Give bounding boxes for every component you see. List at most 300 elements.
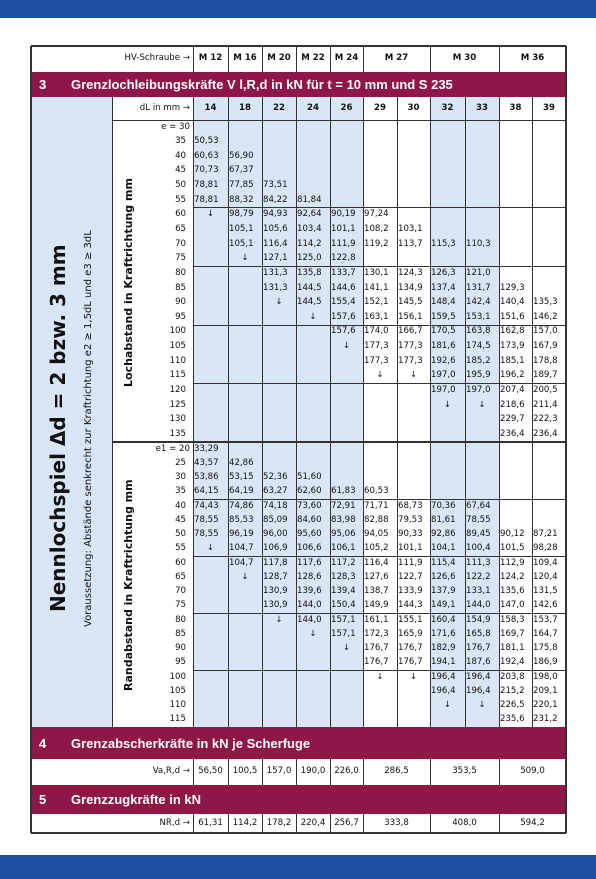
- capacity-value: 130,9: [263, 586, 288, 596]
- capacity-value: 176,7: [398, 657, 423, 668]
- capacity-value: 148,4: [431, 297, 456, 308]
- capacity-value: 64,19: [229, 486, 254, 497]
- column-line: [330, 46, 331, 72]
- capacity-value: 197,0: [431, 385, 456, 396]
- capacity-value: 90,19: [331, 209, 356, 220]
- capacity-value: 33,29: [194, 443, 219, 454]
- capacity-value: 178,8: [533, 355, 558, 366]
- capacity-value: 176,7: [364, 643, 389, 653]
- section-title: Grenzzugkräfte in kN: [71, 792, 202, 807]
- block-line: [193, 266, 566, 267]
- capacity-value: 127,6: [364, 571, 389, 582]
- capacity-value: 185,1: [500, 355, 525, 366]
- capacity-value: 155,1: [398, 614, 423, 625]
- randabstand-label: Randabstand in Kraftrichtung mm: [121, 479, 135, 691]
- capacity-value: 74,43: [194, 500, 219, 511]
- capacity-value: 149,9: [364, 600, 389, 611]
- column-line: [499, 759, 500, 785]
- capacity-value: 128,6: [297, 571, 322, 582]
- capacity-value: 165,8: [466, 628, 491, 639]
- capacity-value: 88,32: [229, 194, 254, 205]
- shear-capacity-value: 286,5: [384, 766, 409, 776]
- capacity-value: 78,55: [194, 514, 219, 525]
- distance-value: 85: [175, 628, 186, 639]
- shear-capacity-value: 157,0: [266, 766, 292, 776]
- column-line: [430, 46, 431, 72]
- capacity-value: 181,1: [500, 643, 525, 653]
- capacity-value: 130,1: [364, 267, 389, 278]
- capacity-value: ↓: [342, 341, 351, 352]
- capacity-value: 144,6: [331, 282, 356, 293]
- capacity-value: 177,3: [398, 355, 423, 366]
- capacity-value: 142,6: [533, 600, 558, 611]
- distance-value: 70: [175, 238, 186, 249]
- capacity-value: ↓: [409, 671, 418, 682]
- capacity-value: 154,9: [466, 614, 491, 625]
- capacity-value: 157,6: [331, 311, 356, 322]
- column-line: [330, 814, 331, 833]
- capacity-value: ↓: [309, 628, 317, 639]
- tension-capacity-value: 408,0: [452, 817, 477, 828]
- capacity-value: 52,36: [263, 472, 288, 482]
- capacity-value: 100,4: [466, 543, 491, 554]
- bolt-size-header: M 30: [452, 53, 477, 63]
- capacity-value: 101,5: [500, 543, 525, 554]
- distance-value: 125: [169, 399, 186, 410]
- bolt-size-header: M 22: [301, 53, 325, 63]
- capacity-value: 114,2: [297, 238, 322, 249]
- bolt-size-header: M 12: [198, 53, 223, 63]
- section-number: 5: [39, 792, 47, 807]
- capacity-value: 153,1: [466, 311, 491, 322]
- capacity-value: 198,0: [533, 671, 558, 682]
- capacity-value: 97,24: [364, 209, 389, 220]
- capacity-value: 131,3: [263, 267, 288, 278]
- capacity-value: 196,2: [500, 370, 525, 381]
- capacity-value: 83,98: [331, 514, 356, 525]
- capacity-value: 77,85: [229, 180, 254, 191]
- distance-value: 115: [169, 370, 186, 381]
- capacity-value: 125,0: [297, 253, 322, 264]
- column-line: [363, 814, 364, 833]
- distance-value: 115: [169, 714, 186, 725]
- capacity-value: ↓: [275, 614, 283, 625]
- column-line: [262, 97, 263, 727]
- capacity-value: 124,2: [500, 571, 525, 582]
- capacity-value: 122,8: [331, 253, 356, 264]
- capacity-value: 177,3: [364, 341, 389, 352]
- capacity-value: ↓: [478, 700, 486, 710]
- bolt-size-header: M 20: [267, 53, 291, 63]
- capacity-value: 187,6: [466, 657, 491, 668]
- capacity-value: 92,64: [297, 209, 322, 220]
- capacity-value: 106,9: [263, 543, 288, 554]
- capacity-value: 101,1: [398, 543, 423, 554]
- capacity-value: 92,86: [431, 529, 456, 539]
- column-line: [296, 46, 297, 72]
- distance-value: 50: [175, 529, 186, 539]
- capacity-value: 162,8: [500, 326, 525, 337]
- rule-line: [31, 832, 566, 833]
- distance-value: 80: [175, 267, 186, 278]
- distance-value: 75: [175, 600, 186, 611]
- capacity-value: 116,4: [263, 238, 288, 249]
- capacity-value: 122,7: [398, 571, 423, 582]
- capacity-value: 158,3: [500, 614, 525, 625]
- capacity-value: 109,4: [533, 557, 558, 568]
- distance-value: 80: [175, 614, 186, 625]
- capacity-value: 150,4: [331, 600, 356, 611]
- section-title: Grenzlochleibungskräfte V l,R,d in kN für t = 10 mm und S 235: [71, 77, 453, 92]
- capacity-value: 113,7: [398, 238, 423, 249]
- capacity-value: 63,27: [263, 486, 288, 497]
- capacity-value: 209,1: [533, 685, 558, 696]
- capacity-value: ↓: [443, 700, 452, 710]
- distance-value: 120: [169, 385, 186, 396]
- rule-line: [31, 45, 566, 46]
- capacity-value: 161,1: [364, 614, 389, 625]
- capacity-value: ↓: [206, 543, 215, 554]
- capacity-value: 81,84: [297, 194, 322, 205]
- capacity-value: 176,7: [398, 643, 423, 653]
- capacity-value: ↓: [241, 571, 249, 582]
- lochabstand-label: Lochabstand in Kraftrichtung mm: [121, 177, 135, 387]
- capacity-value: 101,1: [331, 223, 356, 234]
- capacity-value: 176,7: [466, 643, 491, 653]
- capacity-value: 90,12: [500, 529, 525, 539]
- shear-capacity-value: 509,0: [520, 766, 545, 776]
- capacity-value: 95,60: [297, 529, 322, 539]
- capacity-value: 196,4: [431, 685, 456, 696]
- column-line: [262, 814, 263, 833]
- capacity-value: 104,7: [229, 543, 254, 554]
- distance-value: 65: [175, 571, 186, 582]
- capacity-value: 157,1: [331, 628, 356, 639]
- capacity-value: 197,0: [466, 385, 491, 396]
- column-line: [330, 97, 331, 727]
- tension-capacity-value: 256,7: [334, 817, 359, 828]
- capacity-value: 163,8: [466, 326, 491, 337]
- capacity-value: 73,60: [297, 500, 322, 511]
- capacity-value: 139,6: [297, 586, 322, 596]
- section-number: 4: [39, 735, 47, 751]
- block-line: [193, 613, 566, 614]
- capacity-value: 104,1: [431, 543, 456, 554]
- capacity-value: ↓: [443, 399, 452, 410]
- capacity-value: 128,3: [331, 571, 356, 582]
- capacity-value: 115,3: [431, 238, 456, 249]
- capacity-value: 53,86: [194, 472, 219, 482]
- column-line: [363, 759, 364, 785]
- capacity-value: 160,4: [431, 614, 456, 625]
- column-line: [532, 97, 533, 727]
- capacity-value: 78,55: [194, 529, 219, 539]
- tension-capacity-value: 61,31: [198, 817, 223, 828]
- distance-value: 70: [175, 586, 186, 596]
- capacity-value: 203,8: [500, 671, 525, 682]
- column-line: [296, 759, 297, 785]
- column-line: [296, 97, 297, 727]
- distance-value: 40: [175, 500, 186, 511]
- capacity-value: 117,8: [263, 557, 288, 568]
- capacity-value: 67,64: [466, 500, 491, 511]
- capacity-value: 177,3: [364, 355, 389, 366]
- shear-capacity-value: 226,0: [334, 766, 359, 776]
- tension-capacity-value: 220,4: [300, 817, 326, 828]
- capacity-value: 61,83: [331, 486, 356, 497]
- column-line: [430, 759, 431, 785]
- capacity-value: 103,1: [398, 223, 423, 234]
- capacity-value: 126,3: [431, 267, 456, 278]
- capacity-value: 70,36: [431, 500, 456, 511]
- capacity-value: 192,6: [431, 355, 456, 366]
- column-line: [228, 814, 229, 833]
- capacity-value: 174,5: [466, 341, 491, 352]
- distance-value: 65: [175, 223, 186, 234]
- capacity-value: 229,7: [500, 414, 525, 425]
- capacity-value: 111,3: [466, 557, 491, 568]
- capacity-value: 163,1: [364, 311, 389, 322]
- capacity-value: 130,9: [263, 600, 288, 611]
- capacity-value: 53,15: [229, 472, 254, 482]
- capacity-value: 157,1: [331, 614, 356, 625]
- capacity-value: 144,3: [398, 600, 423, 611]
- capacity-value: 196,4: [431, 671, 456, 682]
- bolt-size-header: M 36: [520, 53, 545, 63]
- block-line: [193, 325, 566, 326]
- capacity-value: 78,81: [194, 180, 219, 191]
- capacity-value: 140,4: [500, 297, 525, 308]
- capacity-value: 117,2: [331, 557, 356, 568]
- capacity-value: 122,2: [466, 571, 491, 582]
- distance-value: 110: [169, 355, 186, 366]
- capacity-value: 105,1: [229, 223, 254, 234]
- capacity-value: 127,1: [263, 253, 288, 264]
- column-line: [363, 97, 364, 727]
- dl-label: dL in mm →: [139, 103, 190, 113]
- capacity-value: 181,6: [431, 341, 456, 352]
- capacity-value: 135,3: [533, 297, 558, 308]
- capacity-value: 200,5: [533, 385, 558, 396]
- tension-capacity-value: 114,2: [232, 817, 258, 828]
- capacity-value: 164,7: [533, 628, 558, 639]
- column-line: [499, 814, 500, 833]
- capacity-value: 85,09: [263, 514, 288, 525]
- capacity-value: 135,8: [297, 267, 322, 278]
- shear-capacity-value: 100,5: [232, 766, 258, 776]
- capacity-value: 231,2: [533, 714, 558, 725]
- capacity-value: 121,0: [466, 267, 491, 278]
- capacity-value: 152,1: [364, 297, 389, 308]
- capacity-value: 119,2: [364, 238, 389, 249]
- capacity-value: 175,8: [533, 643, 558, 653]
- column-line: [262, 759, 263, 785]
- capacity-value: 79,53: [398, 514, 423, 525]
- block-line: [193, 383, 566, 384]
- bolt-size-header: M 16: [233, 53, 257, 63]
- hole-diameter-value: 30: [407, 103, 420, 113]
- column-line: [193, 46, 194, 72]
- capacity-value: 137,9: [431, 586, 456, 596]
- capacity-value: ↓: [376, 671, 384, 682]
- hole-diameter-value: 29: [374, 103, 386, 113]
- capacity-value: 236,4: [533, 428, 558, 439]
- block-line: [193, 556, 566, 557]
- capacity-value: 172,3: [364, 628, 389, 639]
- hole-diameter-value: 39: [543, 103, 555, 113]
- capacity-value: ↓: [309, 311, 317, 322]
- capacity-value: 176,7: [364, 657, 389, 668]
- capacity-value: 167,9: [533, 341, 558, 352]
- capacity-value: 156,1: [398, 311, 423, 322]
- capacity-value: 82,88: [364, 514, 389, 525]
- section-3-header: [31, 72, 566, 97]
- capacity-value: 220,1: [533, 700, 558, 710]
- capacity-value: 192,4: [500, 657, 525, 668]
- distance-value: 130: [169, 414, 186, 425]
- capacity-value: 42,86: [229, 457, 254, 468]
- capacity-value: 96,00: [263, 529, 288, 539]
- capacity-value: 171,6: [431, 628, 456, 639]
- distance-value: 45: [175, 514, 186, 525]
- prerequisite-note: Voraussetzung: Abstände senkrecht zur Kraftrichtung e2 ≥ 1,5dL und e3 ≥ 3dL: [82, 229, 94, 627]
- column-line: [330, 759, 331, 785]
- capacity-value: 131,3: [263, 282, 288, 293]
- capacity-value: 106,6: [297, 543, 322, 554]
- capacity-value: 196,4: [466, 685, 491, 696]
- distance-value: 55: [175, 543, 186, 554]
- hole-diameter-value: 22: [273, 103, 285, 113]
- capacity-value: 60,53: [364, 486, 389, 497]
- capacity-value: 50,53: [194, 136, 219, 147]
- section-5-header: [31, 785, 566, 814]
- distance-value: 95: [175, 311, 186, 322]
- capacity-value: 111,9: [398, 557, 423, 568]
- distance-value: 85: [175, 282, 186, 293]
- capacity-value: 60,63: [194, 150, 219, 161]
- hole-diameter-value: 33: [476, 103, 488, 113]
- capacity-value: 159,5: [431, 311, 456, 322]
- rule-line: [112, 441, 566, 442]
- capacity-value: 78,81: [194, 194, 219, 205]
- capacity-value: 134,9: [398, 282, 423, 293]
- block-line: [193, 499, 566, 500]
- capacity-value: 85,53: [229, 514, 254, 525]
- capacity-value: 133,9: [398, 586, 423, 596]
- tension-capacity-value: 594,2: [520, 817, 545, 828]
- column-line: [193, 97, 194, 727]
- capacity-value: 151,6: [500, 311, 525, 322]
- capacity-value: 144,5: [297, 297, 322, 308]
- shear-capacity-value: 190,0: [300, 766, 326, 776]
- tension-capacity-value: 178,2: [266, 817, 292, 828]
- distance-value: 100: [169, 671, 186, 682]
- bolt-size-header: M 24: [334, 53, 359, 63]
- hole-diameter-value: 38: [509, 103, 522, 113]
- distance-value: 60: [175, 557, 186, 568]
- column-line: [499, 97, 500, 727]
- capacity-value: ↓: [275, 297, 283, 308]
- column-line: [112, 97, 113, 727]
- column-line: [193, 814, 194, 833]
- capacity-value: 186,9: [533, 657, 558, 668]
- capacity-value: 137,4: [431, 282, 456, 293]
- capacity-value: 197,0: [431, 370, 456, 381]
- capacity-value: 144,0: [297, 600, 322, 611]
- tension-capacity-value: 333,8: [384, 817, 409, 828]
- capacity-value: 120,4: [533, 571, 558, 582]
- distance-value: 105: [169, 685, 186, 696]
- hole-diameter-value: 26: [340, 103, 353, 113]
- capacity-value: 43,57: [194, 457, 219, 468]
- capacity-value: 129,3: [500, 282, 525, 293]
- column-line: [465, 97, 466, 727]
- capacity-value: 71,71: [364, 500, 389, 511]
- capacity-value: 139,4: [331, 586, 356, 596]
- capacity-value: 169,7: [500, 628, 525, 639]
- capacity-value: 74,18: [263, 500, 288, 511]
- capacity-value: 94,05: [364, 529, 389, 539]
- capacity-value: 51,60: [297, 472, 322, 482]
- capacity-value: 157,6: [331, 326, 356, 337]
- capacity-value: 144,5: [297, 282, 322, 293]
- capacity-value: 96,19: [229, 529, 254, 539]
- column-line: [193, 759, 194, 785]
- capacity-value: 64,15: [194, 486, 219, 497]
- distance-value: 50: [175, 180, 186, 191]
- capacity-value: 146,2: [533, 311, 558, 322]
- column-line: [30, 46, 31, 833]
- capacity-value: 128,7: [263, 571, 288, 582]
- capacity-value: 90,33: [398, 529, 423, 539]
- distance-value: 90: [175, 643, 186, 653]
- distance-value: 75: [175, 253, 186, 264]
- screw-label: HV-Schraube →: [124, 53, 190, 63]
- hole-diameter-value: 18: [239, 103, 251, 113]
- capacity-value: 173,9: [500, 341, 525, 352]
- capacity-value: 196,4: [466, 671, 491, 682]
- capacity-value: 185,2: [466, 355, 491, 366]
- capacity-value: 157,0: [533, 326, 558, 337]
- section-4-header: [31, 727, 566, 759]
- block-line: [193, 670, 566, 671]
- capacity-value: 236,4: [500, 428, 525, 439]
- capacity-value: 111,9: [331, 238, 356, 249]
- hole-diameter-value: 14: [204, 103, 217, 113]
- capacity-value: 222,3: [533, 414, 558, 425]
- capacity-value: 141,1: [364, 282, 389, 293]
- capacity-value: 104,7: [229, 557, 254, 568]
- capacity-value: 142,4: [466, 297, 491, 308]
- capacity-value: 138,7: [364, 586, 389, 596]
- bolt-size-header: M 27: [384, 53, 409, 63]
- column-shade: [262, 97, 296, 727]
- capacity-value: 170,5: [431, 326, 456, 337]
- capacity-value: ↓: [376, 370, 384, 381]
- capacity-value: ↓: [342, 643, 351, 653]
- capacity-value: 149,1: [431, 600, 456, 611]
- distance-value: 45: [175, 165, 186, 176]
- distance-value: 110: [169, 700, 186, 710]
- nennlochspiel-title: Nennlochspiel Δd = 2 bzw. 3 mm: [46, 244, 70, 612]
- capacity-value: ↓: [478, 399, 486, 410]
- capacity-value: 133,1: [466, 586, 491, 596]
- capacity-value: 74,86: [229, 500, 254, 511]
- capacity-value: 135,6: [500, 586, 525, 596]
- distance-value: 105: [169, 341, 186, 352]
- capacity-value: ↓: [206, 209, 215, 220]
- capacity-value: 105,2: [364, 543, 389, 554]
